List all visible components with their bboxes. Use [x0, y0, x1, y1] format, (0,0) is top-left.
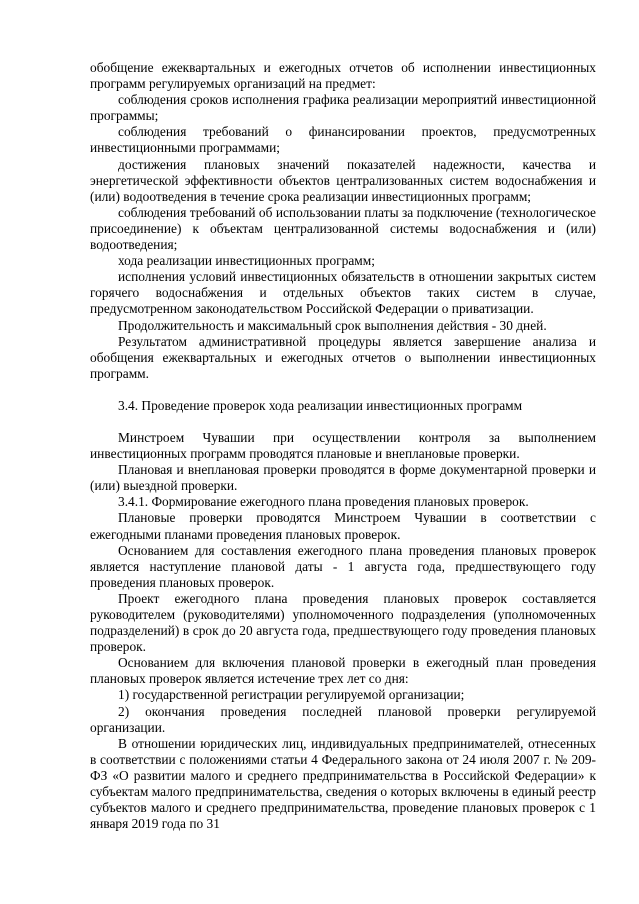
paragraph: В отношении юридических лиц, индивидуальных предпринимателей, отнесенных в соответствии с положениями статьи 4 Федерального закона от 24 июля 2007 г. № 209-ФЗ «О развитии малого и среднего предпринимательства в Российской Федерации» к субъектам малого предпринимательства, сведения о которых включены в единый реестр субъектов малого и среднего предпринимательства, проведение плановых проверок с 1 января 2019 года по 31	[90, 735, 596, 832]
paragraph: Минстроем Чувашии при осуществлении контроля за выполнением инвестиционных программ проводятся плановые и внеплановые проверки.	[90, 429, 596, 462]
paragraph-duration: Продолжительность и максимальный срок выполнения действия - 30 дней.	[118, 317, 547, 333]
subsection-title: 3.4.1. Формирование ежегодного плана проведения плановых проверок.	[118, 494, 529, 510]
list-item: соблюдения сроков исполнения графика реализации мероприятий инвестиционной программы;	[90, 92, 596, 124]
list-item: хода реализации инвестиционных программ;	[118, 253, 375, 269]
list-item: соблюдения требований о финансировании проектов, предусмотренных инвестиционными программами;	[90, 124, 596, 156]
list-item: достижения плановых значений показателей надежности, качества и энергетической эффективности объектов централизованных систем водоснабжения и (или) водоотведения в течение срока реализации инвестиционных программ;	[90, 156, 596, 204]
paragraph: Плановые проверки проводятся Минстроем Чувашии в соответствии с ежегодными планами проведения плановых проверок.	[90, 510, 596, 542]
list-item: 1) государственной регистрации регулируемой организации;	[118, 687, 465, 703]
section-heading: 3.4. Проведение проверок хода реализации инвестиционных программ	[118, 397, 523, 413]
paragraph-summary-intro: обобщение ежеквартальных и ежегодных отчетов об исполнении инвестиционных программ регулируемых организаций на предмет:	[90, 60, 596, 92]
list-item: соблюдения требований об использовании платы за подключение (технологическое присоединение) к объектам централизованной системы водоснабжения и (или) водоотведения;	[90, 204, 596, 253]
list-item: исполнения условий инвестиционных обязательств в отношении закрытых систем горячего водоснабжения и отдельных объектов таких систем в случае, предусмотренном законодательством Российской Федерации о приватизации.	[90, 269, 596, 317]
paragraph: Основанием для составления ежегодного плана проведения плановых проверок является наступление плановой даты - 1 августа года, предшествующего году проведения плановых проверок.	[90, 542, 596, 590]
paragraph-result: Результатом административной процедуры является завершение анализа и обобщения ежеквартальных и ежегодных отчетов о выполнении инвестиционных программ.	[90, 333, 596, 381]
paragraph: Проект ежегодного плана проведения плановых проверок составляется руководителем (руководителями) уполномоченного подразделения (уполномоченных подразделений) в срок до 20 августа года, предшествующего году проведения плановых проверок.	[90, 590, 596, 655]
paragraph: Плановая и внеплановая проверки проводятся в форме документарной проверки и (или) выездной проверки.	[90, 462, 596, 494]
paragraph: Основанием для включения плановой проверки в ежегодный план проведения плановых проверок является истечение трех лет со дня:	[90, 655, 596, 687]
document-body	[90, 60, 596, 832]
list-item: 2) окончания проведения последней плановой проверки регулируемой организации.	[90, 703, 596, 735]
